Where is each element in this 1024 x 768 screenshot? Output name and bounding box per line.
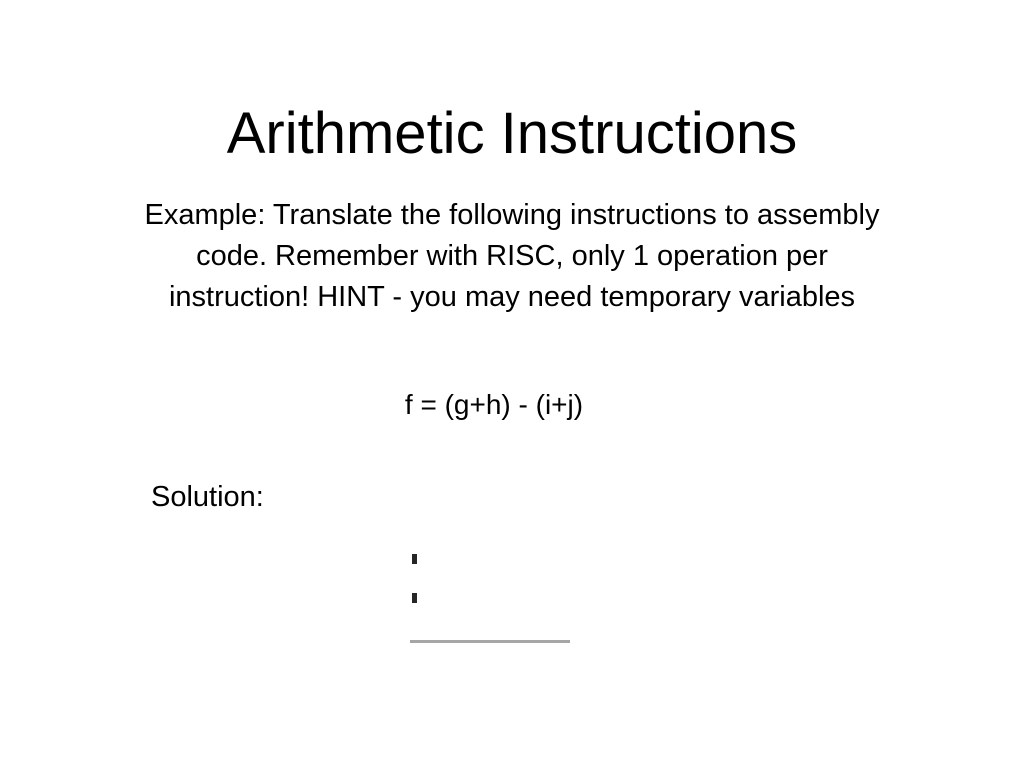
solution-code-hidden [406,540,646,655]
solution-line-1-fragment [412,554,417,564]
example-text: Example: Translate the following instructions to assembly code. Remember with RISC, only 1 operation per instruction! HINT - you may need temporary variables [144,199,880,313]
solution-line-3-fragment [410,640,570,643]
slide-title: Arithmetic Instructions [226,101,798,166]
solution-line-2-fragment [412,593,417,603]
solution-label: Solution: [151,481,264,513]
equation: f = (g+h) - (i+j) [404,389,584,420]
